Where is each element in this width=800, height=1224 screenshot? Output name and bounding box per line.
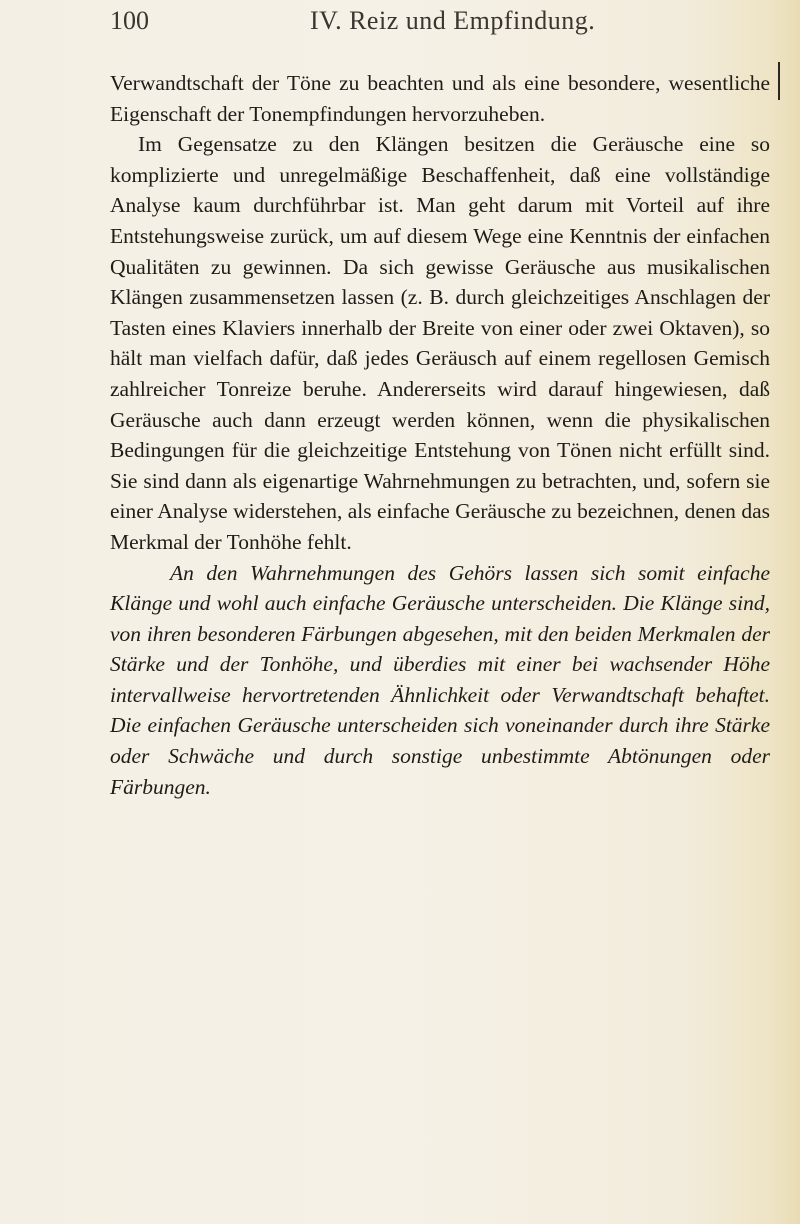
paragraph-summary-italic: An den Wahrnehmungen des Gehörs lassen sich somit einfache Klänge und wohl auch einfache Geräusche unterscheiden. Die Klänge sind, von ihren besonderen Färbungen abgesehen, mit den beiden Merkmalen der Stärke und der Tonhöhe, und überdies mit einer bei wachsender Höhe intervallweise hervortretenden Ähnlichkeit oder Verwandtschaft behaftet. Die einfachen Geräusche unterscheiden sich voneinander durch ihre Stärke oder Schwäche und durch sonstige unbestimmte Abtönungen oder Färbungen. — [110, 560, 770, 799]
body-text — [110, 68, 770, 802]
paragraph-noise-analysis: Im Gegensatze zu den Klängen besitzen die Geräusche eine so komplizierte und unregelmäßige Beschaffenheit, daß eine vollständige Analyse kaum durchführbar ist. Man geht darum mit Vorteil auf ihre Entstehungsweise zurück, um auf diesem Wege eine Kenntnis der einfachen Qualitäten zu gewinnen. Da sich gewisse Geräusche aus musikalischen Klängen zusammensetzen lassen (z. B. durch gleichzeitiges Anschlagen der Tasten eines Klaviers innerhalb der Breite von einer oder zwei Oktaven), so hält man vielfach dafür, daß jedes Geräusch auf einem regellosen Gemisch zahlreicher Tonreize beruhe. Andererseits wird darauf hingewiesen, daß Geräusche auch dann erzeugt werden können, wenn die physikalischen Bedingungen für die gleichzeitige Entstehung von Tönen nicht erfüllt sind. Sie sind dann als eigenartige Wahrnehmungen zu betrachten, und, sofern sie einer Analyse widerstehen, als einfache Geräusche zu bezeichnen, denen das Merkmal der Tonhöhe fehlt. — [110, 132, 770, 554]
running-head — [110, 6, 630, 36]
chapter-title: IV. Reiz und Empfindung. — [310, 6, 596, 35]
paragraph-continuation: Verwandtschaft der Töne zu beachten und als eine besondere, wesentliche Eigenschaft der Tonempfindungen hervorzuheben. — [110, 71, 770, 126]
page-number: 100 — [110, 6, 149, 35]
page-edge-mark — [778, 62, 780, 100]
